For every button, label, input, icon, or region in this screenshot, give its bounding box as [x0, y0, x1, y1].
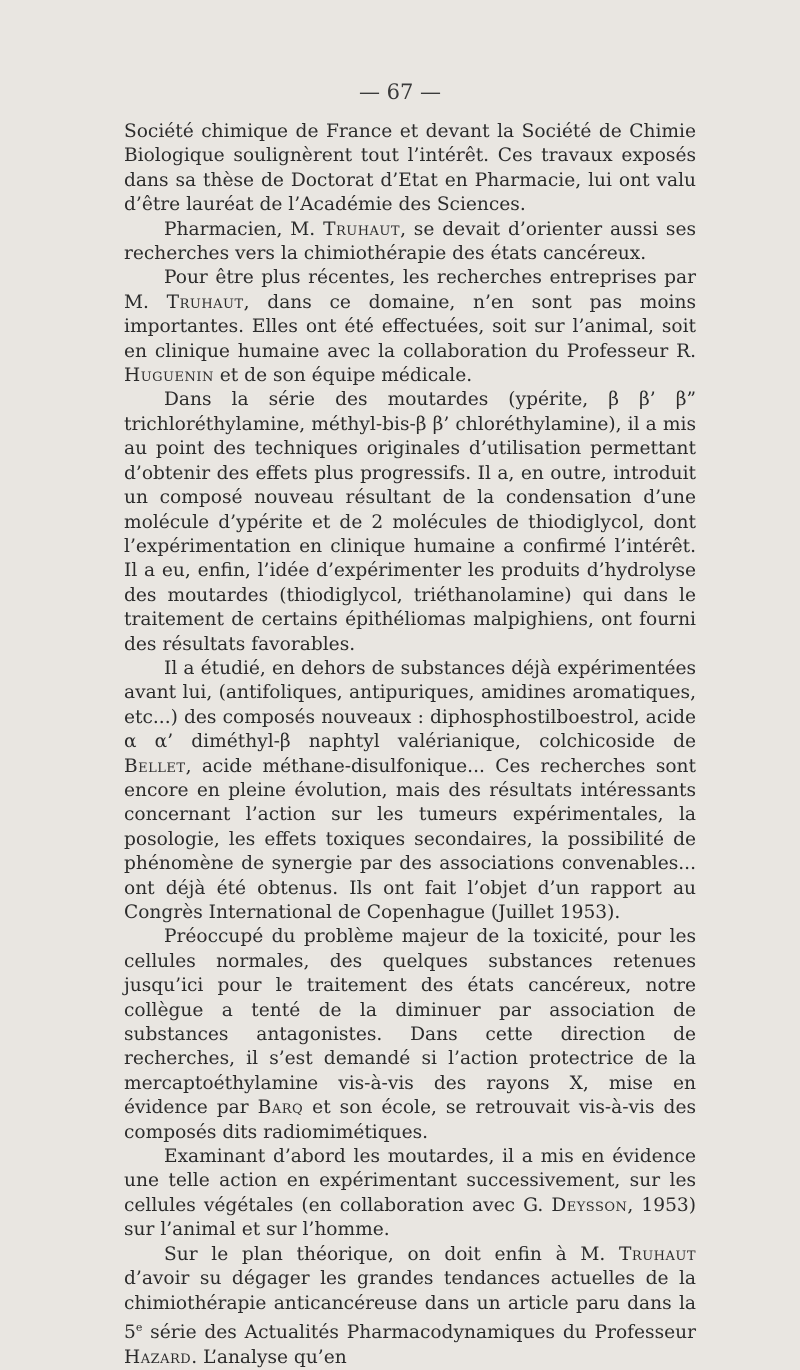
name-small-caps: Truhaut: [323, 218, 401, 240]
name-small-caps: Truhaut: [166, 291, 244, 313]
paragraph-5: Il a étudié, en dehors de substances déjà expérimentées avant lui, (antifoliques, antipuriques, amidines aromatiques, etc...) des composés nouveaux : diphosphostilboestrol, acide α α’ diméthyl-β naphtyl valérianique, colchicoside de Bellet, acide méthane-disulfonique... Ces recherches sont encore en pleine évolution, mais des résultats intéressants concernant l’action sur les tumeurs expérimentales, la posologie, les effets toxiques secondaires, la possibilité de phénomène de synergie par des associations convenables... ont déjà été obtenus. Ils ont fait l’objet d’un rapport au Congrès International de Copenhague (Juillet 1953).: [124, 657, 696, 923]
body-text: [124, 120, 696, 1370]
name-small-caps: Barq: [257, 1097, 304, 1119]
name-small-caps: Deysson: [551, 1194, 628, 1216]
page-number: — 67 —: [358, 80, 442, 104]
paragraph-2: Pharmacien, M. Truhaut, se devait d’orienter aussi ses recherches vers la chimiothérapie des états cancéreux.: [124, 218, 696, 265]
paragraph-6: Préoccupé du problème majeur de la toxicité, pour les cellules normales, des quelques substances retenues jusqu’ici pour le traitement des états cancéreux, notre collègue a tenté de la diminuer par association de substances antagonistes. Dans cette direction de recherches, il s’est demandé si l’action protectrice de la mercaptoéthylamine vis-à-vis des rayons X, mise en évidence par Barq et son école, se retrouvait vis-à-vis des composés dits radiomimétiques.: [124, 926, 696, 1143]
paragraph-4: Dans la série des moutardes (ypérite, β β’ β” trichloréthylamine, méthyl-bis-β β’ chloréthylamine), il a mis au point des techniques originales d’utilisation permettant d’obtenir des effets plus progressifs. Il a, en outre, introduit un composé nouveau résultant de la condensation d’une molécule d’ypérite et de 2 molécules de thiodiglycol, dont l’expérimentation en clinique humaine a confirmé l’intérêt. Il a eu, enfin, l’idée d’expérimenter les produits d’hydrolyse des moutardes (thiodiglycol, triéthanolamine) qui dans le traitement de certains épithéliomas malpighiens, ont fourni des résultats favorables.: [124, 389, 696, 655]
paragraph-8: Sur le plan théorique, on doit enfin à M. Truhaut d’avoir su dégager les grandes tendances actuelles de la chimiothérapie anticancéreuse dans un article paru dans la 5e série des Actualités Pharmacodynamiques du Professeur Hazard. L’analyse qu’en: [124, 1243, 696, 1368]
paragraph-1: Société chimique de France et devant la Société de Chimie Biologique soulignèrent tout l’intérêt. Ces travaux exposés dans sa thèse de Doctorat d’Etat en Pharmacie, lui ont valu d’être lauréat de l’Académie des Sciences.: [124, 121, 696, 216]
name-small-caps: Hazard: [124, 1346, 192, 1368]
paragraph-3: Pour être plus récentes, les recherches entreprises par M. Truhaut, dans ce domaine, n’en sont pas moins importantes. Elles ont été effectuées, soit sur l’animal, soit en clinique humaine avec la collaboration du Professeur R. Huguenin et de son équipe médicale.: [124, 267, 696, 387]
name-small-caps: Bellet: [124, 755, 186, 777]
name-small-caps: Truhaut: [619, 1243, 696, 1265]
paragraph-7: Examinant d’abord les moutardes, il a mis en évidence une telle action en expérimentant successivement, sur les cellules végétales (en collaboration avec G. Deysson, 1953) sur l’animal et sur l’homme.: [124, 1146, 696, 1241]
name-small-caps: Huguenin: [124, 365, 214, 387]
superscript: e: [135, 1320, 143, 1334]
